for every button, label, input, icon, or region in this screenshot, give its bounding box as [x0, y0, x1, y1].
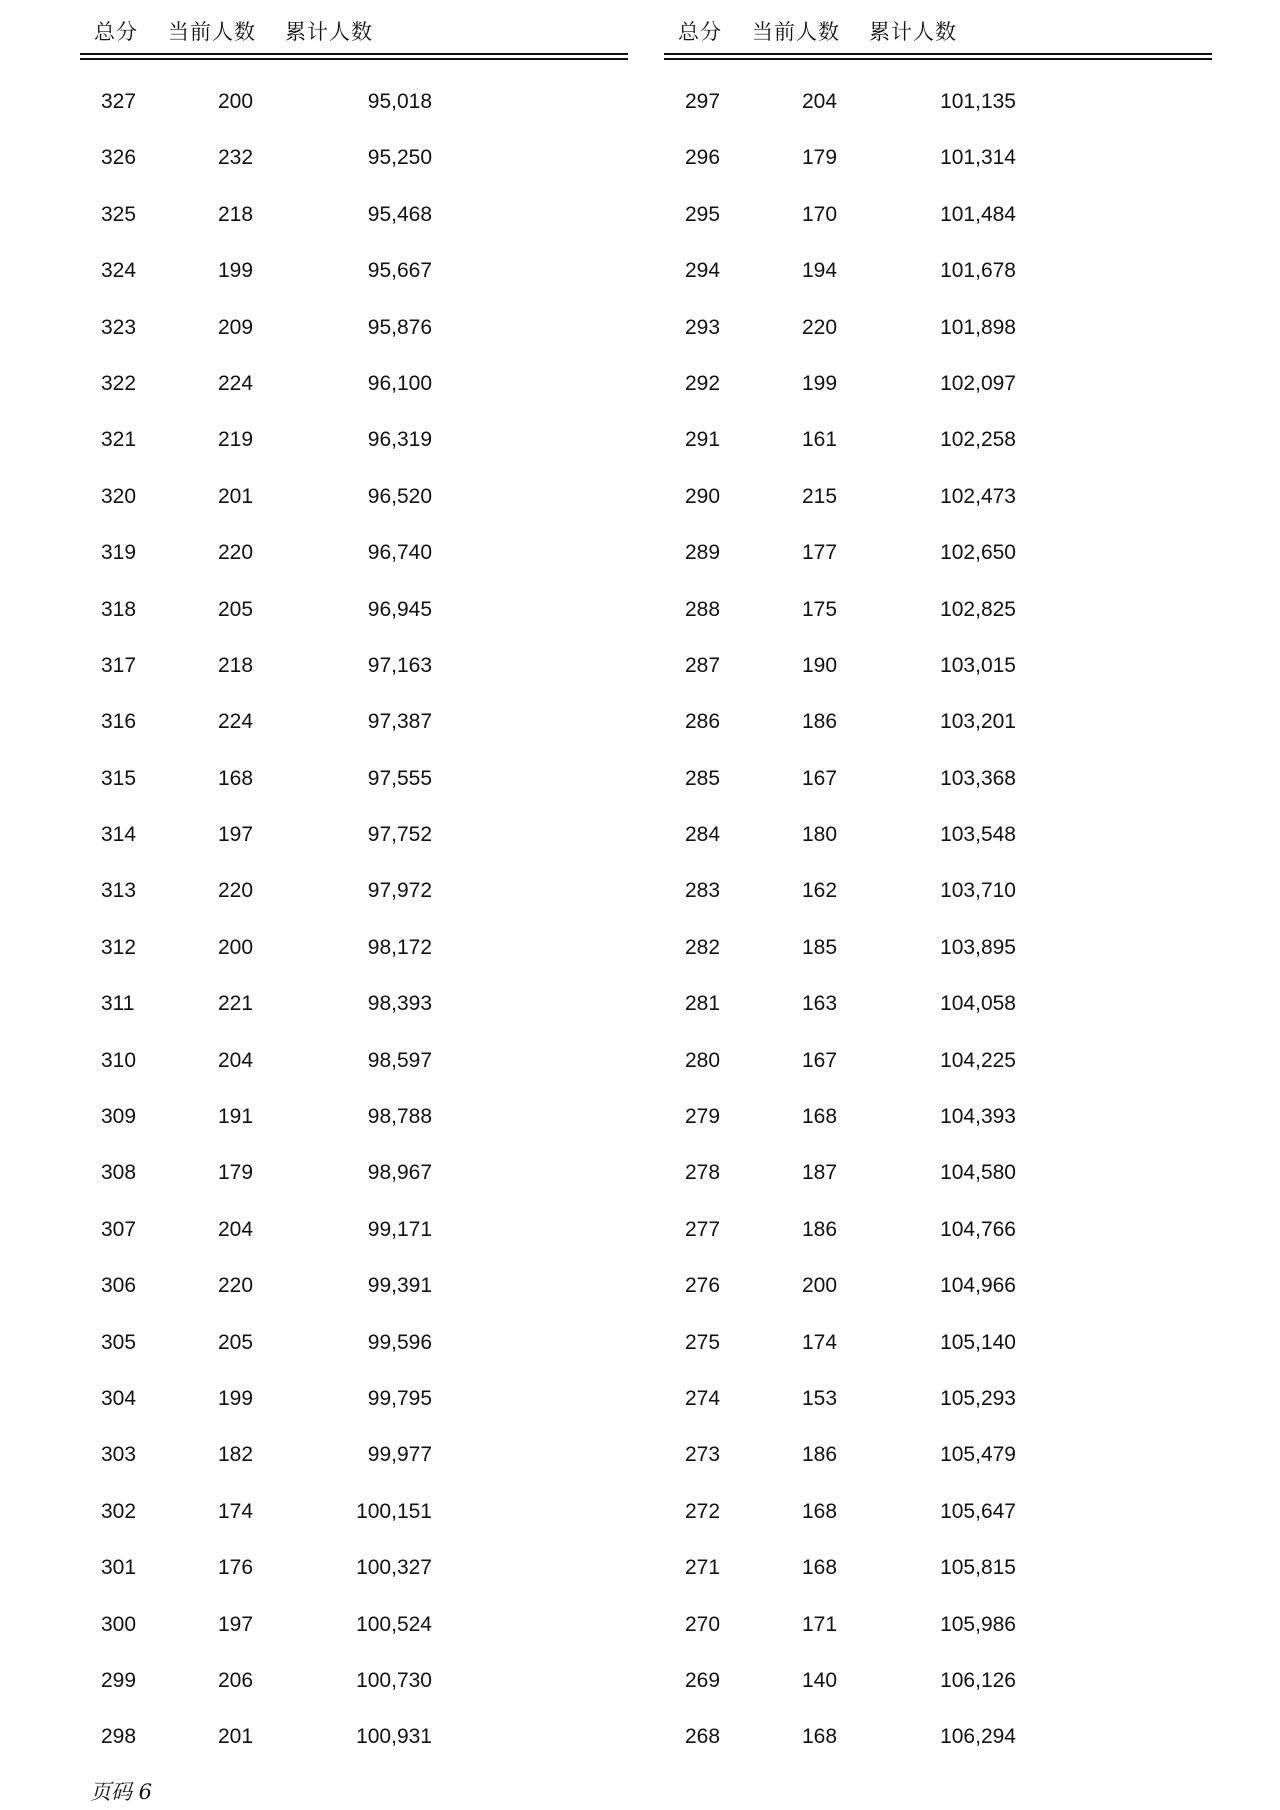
cumulative-count-cell: 97,163 [367, 653, 432, 677]
total-score-cell: 296 [685, 146, 721, 170]
table-row [80, 1525, 628, 1581]
total-score-cell: 318 [101, 597, 137, 621]
total-score-cell: 277 [685, 1217, 721, 1241]
current-count-cell: 179 [802, 146, 838, 170]
cumulative-count-cell: 101,135 [940, 90, 1016, 113]
table-row [80, 1300, 628, 1356]
cumulative-count-cell: 95,018 [367, 90, 432, 113]
current-count-cell: 221 [218, 992, 254, 1016]
table-row [80, 1074, 628, 1130]
current-count-cell: 186 [802, 1217, 838, 1241]
table-row [664, 1582, 1212, 1638]
left-table-body [80, 59, 628, 1751]
table-row [664, 1018, 1212, 1074]
current-count-cell: 206 [218, 1668, 254, 1692]
current-count-cell: 161 [802, 428, 838, 452]
table-row [664, 1300, 1212, 1356]
current-count-cell: 168 [802, 1725, 838, 1749]
total-score-cell: 280 [685, 1048, 721, 1072]
cumulative-count-cell: 101,898 [940, 315, 1016, 339]
current-count-cell: 140 [802, 1668, 838, 1692]
right-table-header [664, 0, 1212, 52]
current-count-cell: 186 [802, 1443, 838, 1467]
table-row [664, 1469, 1212, 1525]
cumulative-count-cell: 102,650 [940, 541, 1016, 565]
table-row [664, 1694, 1212, 1750]
cumulative-count-cell: 95,250 [367, 146, 432, 170]
table-row [664, 679, 1212, 735]
total-score-cell: 311 [101, 992, 135, 1016]
page-number: 页码 6 [90, 1780, 153, 1804]
table-row [664, 961, 1212, 1017]
total-score-cell: 305 [101, 1330, 137, 1354]
cumulative-count-cell: 103,548 [940, 823, 1016, 847]
total-score-cell: 304 [101, 1386, 137, 1410]
current-count-cell: 218 [218, 653, 254, 677]
total-score-cell: 315 [101, 766, 137, 790]
total-score-cell: 276 [685, 1274, 721, 1298]
table-row [664, 848, 1212, 904]
total-score-cell: 286 [685, 710, 721, 734]
total-score-cell: 324 [101, 259, 137, 283]
table-row [664, 792, 1212, 848]
table-row [80, 341, 628, 397]
current-count-cell: 168 [802, 1499, 838, 1523]
cumulative-count-cell: 100,151 [356, 1499, 432, 1523]
table-row [80, 1469, 628, 1525]
cumulative-count-cell: 96,100 [367, 371, 432, 395]
cumulative-count-cell: 106,126 [940, 1668, 1016, 1692]
total-score-cell: 293 [685, 315, 721, 339]
table-row [80, 1130, 628, 1186]
table-row [664, 1243, 1212, 1299]
total-score-cell: 314 [101, 823, 137, 847]
total-score-cell: 306 [101, 1274, 137, 1298]
total-score-cell: 292 [685, 371, 721, 395]
total-score-cell: 321 [101, 428, 137, 452]
table-row [80, 172, 628, 228]
cumulative-count-cell: 97,387 [367, 710, 432, 734]
current-count-cell: 167 [802, 1048, 838, 1072]
table-row [80, 285, 628, 341]
current-count-cell: 215 [802, 484, 838, 508]
cumulative-count-cell: 98,597 [367, 1048, 432, 1072]
total-score-cell: 313 [101, 879, 137, 903]
total-score-cell: 288 [685, 597, 721, 621]
header-total-score: 总分 [94, 20, 138, 44]
table-row [664, 1525, 1212, 1581]
cumulative-count-cell: 100,327 [356, 1556, 432, 1580]
cumulative-count-cell: 103,201 [940, 710, 1016, 734]
current-count-cell: 153 [802, 1386, 838, 1410]
current-count-cell: 199 [218, 1386, 254, 1410]
right-score-table [664, 0, 1212, 1749]
cumulative-count-cell: 102,097 [940, 371, 1016, 395]
current-count-cell: 219 [218, 428, 254, 452]
current-count-cell: 174 [218, 1499, 254, 1523]
table-row [664, 1412, 1212, 1468]
table-row [80, 59, 628, 115]
total-score-cell: 270 [685, 1612, 721, 1636]
current-count-cell: 205 [218, 597, 254, 621]
table-row [80, 961, 628, 1017]
header-cumulative-count: 累计人数 [285, 20, 373, 44]
cumulative-count-cell: 104,580 [940, 1161, 1016, 1185]
table-row [80, 1694, 628, 1750]
cumulative-count-cell: 99,391 [367, 1274, 432, 1298]
table-row [664, 905, 1212, 961]
cumulative-count-cell: 96,945 [367, 597, 432, 621]
current-count-cell: 175 [802, 597, 838, 621]
total-score-cell: 299 [101, 1668, 137, 1692]
cumulative-count-cell: 105,479 [940, 1443, 1016, 1467]
table-row [664, 1356, 1212, 1412]
cumulative-count-cell: 104,393 [940, 1105, 1016, 1129]
table-row [664, 1130, 1212, 1186]
total-score-cell: 297 [685, 90, 721, 113]
header-cumulative-count: 累计人数 [869, 20, 957, 44]
table-row [80, 792, 628, 848]
current-count-cell: 168 [802, 1105, 838, 1129]
current-count-cell: 162 [802, 879, 838, 903]
table-row [664, 1187, 1212, 1243]
cumulative-count-cell: 101,484 [940, 202, 1016, 226]
table-row [664, 172, 1212, 228]
current-count-cell: 220 [218, 1274, 254, 1298]
total-score-cell: 317 [101, 653, 137, 677]
cumulative-count-cell: 97,752 [367, 823, 432, 847]
current-count-cell: 185 [802, 935, 838, 959]
cumulative-count-cell: 100,524 [356, 1612, 432, 1636]
table-row [80, 1638, 628, 1694]
header-rule-top [80, 53, 628, 55]
current-count-cell: 224 [218, 371, 254, 395]
header-current-count: 当前人数 [752, 20, 840, 44]
total-score-cell: 281 [685, 992, 721, 1016]
table-row [664, 228, 1212, 284]
current-count-cell: 182 [218, 1443, 254, 1467]
cumulative-count-cell: 103,895 [940, 935, 1016, 959]
current-count-cell: 199 [802, 371, 838, 395]
cumulative-count-cell: 99,596 [367, 1330, 432, 1354]
total-score-cell: 284 [685, 823, 721, 847]
current-count-cell: 200 [802, 1274, 838, 1298]
total-score-cell: 279 [685, 1105, 721, 1129]
table-row [664, 510, 1212, 566]
table-row [80, 1356, 628, 1412]
total-score-cell: 272 [685, 1499, 721, 1523]
current-count-cell: 200 [218, 935, 254, 959]
cumulative-count-cell: 104,058 [940, 992, 1016, 1016]
current-count-cell: 186 [802, 710, 838, 734]
cumulative-count-cell: 100,931 [356, 1725, 432, 1749]
total-score-cell: 290 [685, 484, 721, 508]
cumulative-count-cell: 102,258 [940, 428, 1016, 452]
total-score-cell: 319 [101, 541, 137, 565]
total-score-cell: 301 [101, 1556, 137, 1580]
cumulative-count-cell: 97,555 [367, 766, 432, 790]
table-row [80, 1243, 628, 1299]
cumulative-count-cell: 99,171 [367, 1217, 432, 1241]
total-score-cell: 294 [685, 259, 721, 283]
table-row [80, 1187, 628, 1243]
total-score-cell: 274 [685, 1386, 721, 1410]
table-row [664, 59, 1212, 115]
cumulative-count-cell: 105,647 [940, 1499, 1016, 1523]
cumulative-count-cell: 105,140 [940, 1330, 1016, 1354]
current-count-cell: 177 [802, 541, 838, 565]
total-score-cell: 310 [101, 1048, 137, 1072]
table-row [80, 228, 628, 284]
current-count-cell: 194 [802, 259, 838, 283]
total-score-cell: 303 [101, 1443, 137, 1467]
total-score-cell: 302 [101, 1499, 137, 1523]
current-count-cell: 191 [218, 1105, 254, 1129]
cumulative-count-cell: 102,825 [940, 597, 1016, 621]
cumulative-count-cell: 95,876 [367, 315, 432, 339]
current-count-cell: 199 [218, 259, 254, 283]
table-row [80, 905, 628, 961]
table-row [664, 397, 1212, 453]
current-count-cell: 176 [218, 1556, 254, 1580]
total-score-cell: 325 [101, 202, 137, 226]
current-count-cell: 220 [218, 541, 254, 565]
cumulative-count-cell: 103,710 [940, 879, 1016, 903]
total-score-cell: 289 [685, 541, 721, 565]
current-count-cell: 170 [802, 202, 838, 226]
table-row [664, 567, 1212, 623]
cumulative-count-cell: 98,788 [367, 1105, 432, 1129]
total-score-cell: 282 [685, 935, 721, 959]
current-count-cell: 168 [218, 766, 254, 790]
current-count-cell: 201 [218, 1725, 254, 1749]
table-row [664, 285, 1212, 341]
table-row [664, 341, 1212, 397]
total-score-cell: 320 [101, 484, 137, 508]
cumulative-count-cell: 99,795 [367, 1386, 432, 1410]
cumulative-count-cell: 96,740 [367, 541, 432, 565]
current-count-cell: 180 [802, 823, 838, 847]
total-score-cell: 326 [101, 146, 137, 170]
total-score-cell: 300 [101, 1612, 137, 1636]
total-score-cell: 268 [685, 1725, 721, 1749]
current-count-cell: 209 [218, 315, 254, 339]
header-rule-top [664, 53, 1212, 55]
cumulative-count-cell: 98,172 [367, 935, 432, 959]
cumulative-count-cell: 104,966 [940, 1274, 1016, 1298]
cumulative-count-cell: 97,972 [367, 879, 432, 903]
cumulative-count-cell: 103,015 [940, 653, 1016, 677]
total-score-cell: 283 [685, 879, 721, 903]
current-count-cell: 205 [218, 1330, 254, 1354]
current-count-cell: 174 [802, 1330, 838, 1354]
current-count-cell: 187 [802, 1161, 838, 1185]
table-row [80, 1582, 628, 1638]
table-row [80, 736, 628, 792]
cumulative-count-cell: 96,520 [367, 484, 432, 508]
total-score-cell: 322 [101, 371, 137, 395]
total-score-cell: 273 [685, 1443, 721, 1467]
current-count-cell: 232 [218, 146, 254, 170]
total-score-cell: 312 [101, 935, 137, 959]
current-count-cell: 179 [218, 1161, 254, 1185]
current-count-cell: 190 [802, 653, 838, 677]
table-row [664, 115, 1212, 171]
cumulative-count-cell: 95,468 [367, 202, 432, 226]
total-score-cell: 291 [685, 428, 721, 452]
cumulative-count-cell: 95,667 [367, 259, 432, 283]
current-count-cell: 197 [218, 823, 254, 847]
total-score-cell: 323 [101, 315, 137, 339]
cumulative-count-cell: 100,730 [356, 1668, 432, 1692]
cumulative-count-cell: 96,319 [367, 428, 432, 452]
total-score-cell: 327 [101, 90, 137, 113]
table-row [80, 567, 628, 623]
current-count-cell: 218 [218, 202, 254, 226]
total-score-cell: 275 [685, 1330, 721, 1354]
table-row [80, 848, 628, 904]
table-row [664, 736, 1212, 792]
cumulative-count-cell: 105,293 [940, 1386, 1016, 1410]
left-score-table [80, 0, 628, 1749]
current-count-cell: 224 [218, 710, 254, 734]
cumulative-count-cell: 98,393 [367, 992, 432, 1016]
table-row [80, 679, 628, 735]
total-score-cell: 316 [101, 710, 137, 734]
table-row [664, 1638, 1212, 1694]
current-count-cell: 204 [218, 1217, 254, 1241]
table-row [80, 397, 628, 453]
total-score-cell: 271 [685, 1556, 721, 1580]
cumulative-count-cell: 103,368 [940, 766, 1016, 790]
current-count-cell: 197 [218, 1612, 254, 1636]
cumulative-count-cell: 101,314 [940, 146, 1016, 170]
table-row [80, 1412, 628, 1468]
total-score-cell: 287 [685, 653, 721, 677]
cumulative-count-cell: 104,766 [940, 1217, 1016, 1241]
current-count-cell: 204 [802, 90, 838, 113]
table-row [80, 623, 628, 679]
cumulative-count-cell: 101,678 [940, 259, 1016, 283]
table-row [664, 1074, 1212, 1130]
total-score-cell: 307 [101, 1217, 137, 1241]
cumulative-count-cell: 105,986 [940, 1612, 1016, 1636]
cumulative-count-cell: 98,967 [367, 1161, 432, 1185]
total-score-cell: 309 [101, 1105, 137, 1129]
current-count-cell: 200 [218, 90, 254, 113]
total-score-cell: 269 [685, 1668, 721, 1692]
total-score-cell: 278 [685, 1161, 721, 1185]
current-count-cell: 201 [218, 484, 254, 508]
cumulative-count-cell: 105,815 [940, 1556, 1016, 1580]
current-count-cell: 204 [218, 1048, 254, 1072]
total-score-cell: 298 [101, 1725, 137, 1749]
cumulative-count-cell: 99,977 [367, 1443, 432, 1467]
current-count-cell: 171 [802, 1612, 838, 1636]
total-score-cell: 295 [685, 202, 721, 226]
total-score-cell: 308 [101, 1161, 137, 1185]
cumulative-count-cell: 106,294 [940, 1725, 1016, 1749]
current-count-cell: 220 [218, 879, 254, 903]
current-count-cell: 168 [802, 1556, 838, 1580]
header-current-count: 当前人数 [168, 20, 256, 44]
table-row [80, 454, 628, 510]
left-table-header [80, 0, 628, 52]
current-count-cell: 163 [802, 992, 838, 1016]
cumulative-count-cell: 102,473 [940, 484, 1016, 508]
table-row [80, 510, 628, 566]
current-count-cell: 167 [802, 766, 838, 790]
current-count-cell: 220 [802, 315, 838, 339]
table-row [664, 454, 1212, 510]
header-total-score: 总分 [678, 20, 722, 44]
cumulative-count-cell: 104,225 [940, 1048, 1016, 1072]
right-table-body [664, 59, 1212, 1751]
total-score-cell: 285 [685, 766, 721, 790]
table-row [664, 623, 1212, 679]
table-row [80, 1018, 628, 1074]
table-row [80, 115, 628, 171]
